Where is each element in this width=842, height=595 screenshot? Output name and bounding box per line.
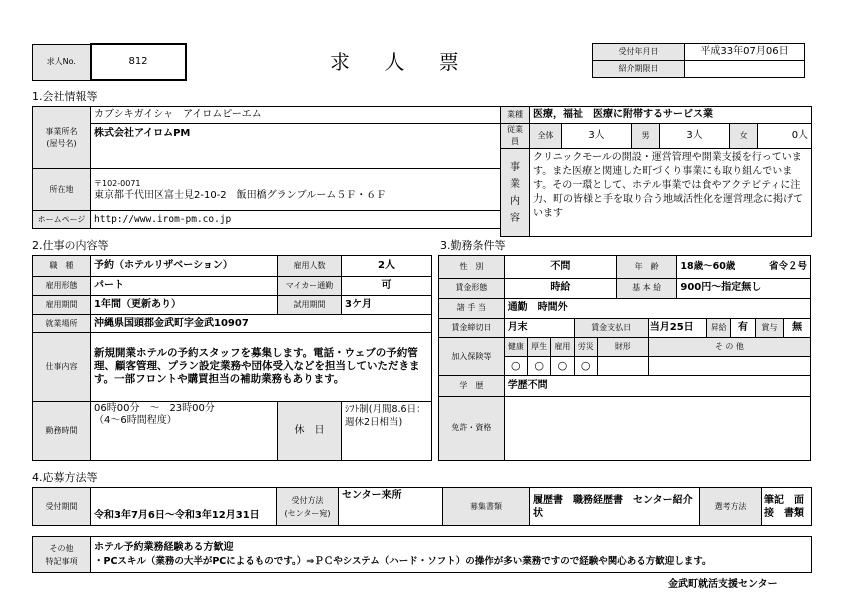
ins-fund-label: 財形 [597, 338, 648, 357]
bonus: 無 [784, 319, 811, 338]
job-table [32, 255, 432, 461]
job-type: 予約（ホテルリザベーション） [91, 256, 278, 277]
application-period-label: 受付期間 [33, 488, 91, 526]
business-label: 事業内容 [501, 149, 530, 237]
hires-label: 雇用人数 [278, 256, 342, 277]
cutoff-label: 賃金締切日 [439, 319, 505, 338]
industry: 医療，福祉 医療に附帯するサービス業 [530, 107, 812, 124]
job-number: 812 [91, 44, 186, 80]
documents-label: 募集書類 [443, 488, 530, 526]
car-commute-label: マイカー通勤 [278, 277, 342, 296]
ins-employment-mark: ○ [551, 357, 574, 376]
section3-heading: 3.勤務条件等 [440, 239, 506, 252]
job-type-label: 職 種 [33, 256, 91, 277]
address-label: 所在地 [33, 169, 91, 211]
raise: 有 [731, 319, 755, 338]
page-title: 求 人 票 [330, 50, 473, 74]
payday-label: 賃金支払日 [574, 319, 648, 338]
company-left-table [32, 106, 501, 229]
license-label: 免許・資格 [439, 396, 505, 460]
wage-form-label: 賃金形態 [439, 278, 505, 298]
male-label: 男 [632, 124, 660, 149]
insurance-label: 加入保険等 [439, 338, 505, 376]
job-number-label: 求人No. [33, 44, 91, 80]
section4-heading: 4.応募方法等 [32, 471, 98, 484]
company-name-label: 事業所名 (屋号名) [33, 107, 91, 169]
section2-heading: 2.仕事の内容等 [32, 239, 109, 252]
application-method-label: 受付方法 (センター宛) [277, 488, 339, 526]
employees-label: 従業員 [501, 124, 530, 149]
work-place-label: 就業場所 [33, 315, 91, 333]
job-content-label: 仕事内容 [33, 333, 91, 402]
application-period: 令和3年7月6日～令和3年12月31日 [91, 488, 277, 526]
industry-label: 業種 [501, 107, 530, 124]
trial-period-label: 試用期間 [278, 296, 342, 315]
intro-deadline-label: 紹介期限日 [593, 61, 685, 78]
ins-workers-label: 労災 [574, 338, 597, 357]
section1-heading: 1.会社情報等 [32, 90, 98, 103]
intro-deadline [685, 61, 805, 78]
selection-method: 筆記 面接 書類 [762, 488, 812, 526]
notes-label: その他 特記事項 [33, 537, 91, 573]
ins-workers-mark: ○ [574, 357, 597, 376]
ins-other-value [648, 357, 810, 376]
employment-period: 1年間（更新あり） [91, 296, 278, 315]
received-date: 平成33年07月06日 [685, 44, 805, 61]
total-employees: 3人 [562, 124, 632, 149]
job-content: 新規開業ホテルの予約スタッフを募集します。電話・ウェブの予約管理、顧客管理、プラン設定業務や団体受入などを担当していただきます。一部フロントや購買担当の補助業務もあります。 [91, 333, 432, 402]
female-label: 女 [730, 124, 758, 149]
selection-label: 選考方法 [700, 488, 762, 526]
hires-count: 2人 [342, 256, 432, 277]
employment-period-label: 雇用期間 [33, 296, 91, 315]
application-table [32, 487, 812, 526]
age-label: 年 齢 [616, 256, 676, 279]
education: 学歴不問 [504, 376, 810, 396]
company-kana: カブシキガイシャ アイロムピーエム [91, 107, 501, 124]
received-box [592, 43, 805, 78]
ins-health-label: 健康 [504, 338, 527, 357]
payday: 当月25日 [648, 319, 706, 338]
work-hours: 06時00分 ～ 23時00分 [94, 402, 215, 414]
ins-pension-mark: ○ [527, 357, 550, 376]
wage-form: 時給 [504, 278, 616, 298]
notes-line-2: ・PCスキル（業務の大半がPCによるものです。）⇒ＰＣやシステム（ハード・ソフト）の操作が多い業務ですので経験や関心ある方歓迎します。 [94, 555, 712, 567]
notes-table [32, 536, 812, 573]
holiday-label: 休 日 [278, 401, 342, 460]
license [504, 396, 810, 460]
holiday: ｼﾌﾄ制(月間8.6日：週休2日相当) [342, 401, 432, 460]
work-place: 沖縄県国頭郡金武町字金武10907 [91, 315, 432, 333]
allowance: 通勤 時間外 [504, 298, 810, 318]
business-description: クリニックモールの開設・運営管理や開業支援を行っています。また医療と関連した町づくり事業にも取り組んでいます。その一環として、ホテル事業では食やアクテビティに注力、町の皆様と手を取り合う地域活性化を運営理念に掲げています [530, 149, 812, 237]
male-employees: 3人 [660, 124, 730, 149]
base-pay: 900円～指定無し [677, 278, 811, 298]
trial-period: 3ケ月 [342, 296, 432, 315]
homepage-label: ホームページ [33, 211, 91, 229]
ins-other-label: そ の 他 [648, 338, 810, 357]
allowance-label: 諸 手 当 [439, 298, 505, 318]
cutoff-day: 月末 [504, 319, 574, 338]
female-employees: 0人 [758, 124, 812, 149]
address: 東京都千代田区富士見2-10-2 飯田橋グランブルーム５Ｆ・６Ｆ [94, 189, 387, 201]
total-label: 全体 [530, 124, 562, 149]
base-pay-label: 基 本 給 [616, 278, 676, 298]
company-name: 株式会社アイロムPM [91, 124, 501, 169]
gender-label: 性 別 [439, 256, 505, 279]
education-label: 学 歴 [439, 376, 505, 396]
homepage-link[interactable]: http://www.irom-pm.co.jp [91, 211, 501, 229]
raise-label: 昇給 [707, 319, 731, 338]
age-range: 18歳～60歳 [680, 260, 736, 272]
employment-form: パート [91, 277, 278, 296]
age-note: 省令２号 [768, 260, 807, 272]
documents: 履歴書 職務経歴書 センター紹介状 [530, 488, 700, 526]
car-commute: 可 [342, 277, 432, 296]
ins-pension-label: 厚生 [527, 338, 550, 357]
ins-fund-mark [597, 357, 648, 376]
conditions-table [438, 255, 811, 461]
employment-form-label: 雇用形態 [33, 277, 91, 296]
gender: 不問 [504, 256, 616, 279]
footer-org: 金武町就活支援センター [668, 579, 778, 590]
work-hours-label: 勤務時間 [33, 401, 91, 460]
application-method: センター来所 [339, 488, 443, 526]
received-date-label: 受付年月日 [593, 44, 685, 61]
company-right-table [500, 106, 812, 237]
bonus-label: 賞与 [755, 319, 784, 338]
work-hours-note: （4～6時間程度） [94, 414, 177, 426]
job-number-box [32, 43, 187, 81]
postal-code: 〒102-0071 [94, 178, 141, 188]
ins-employment-label: 雇用 [551, 338, 574, 357]
ins-health-mark: ○ [504, 357, 527, 376]
notes-line-1: ホテル予約業務経験ある方歓迎 [94, 541, 234, 553]
